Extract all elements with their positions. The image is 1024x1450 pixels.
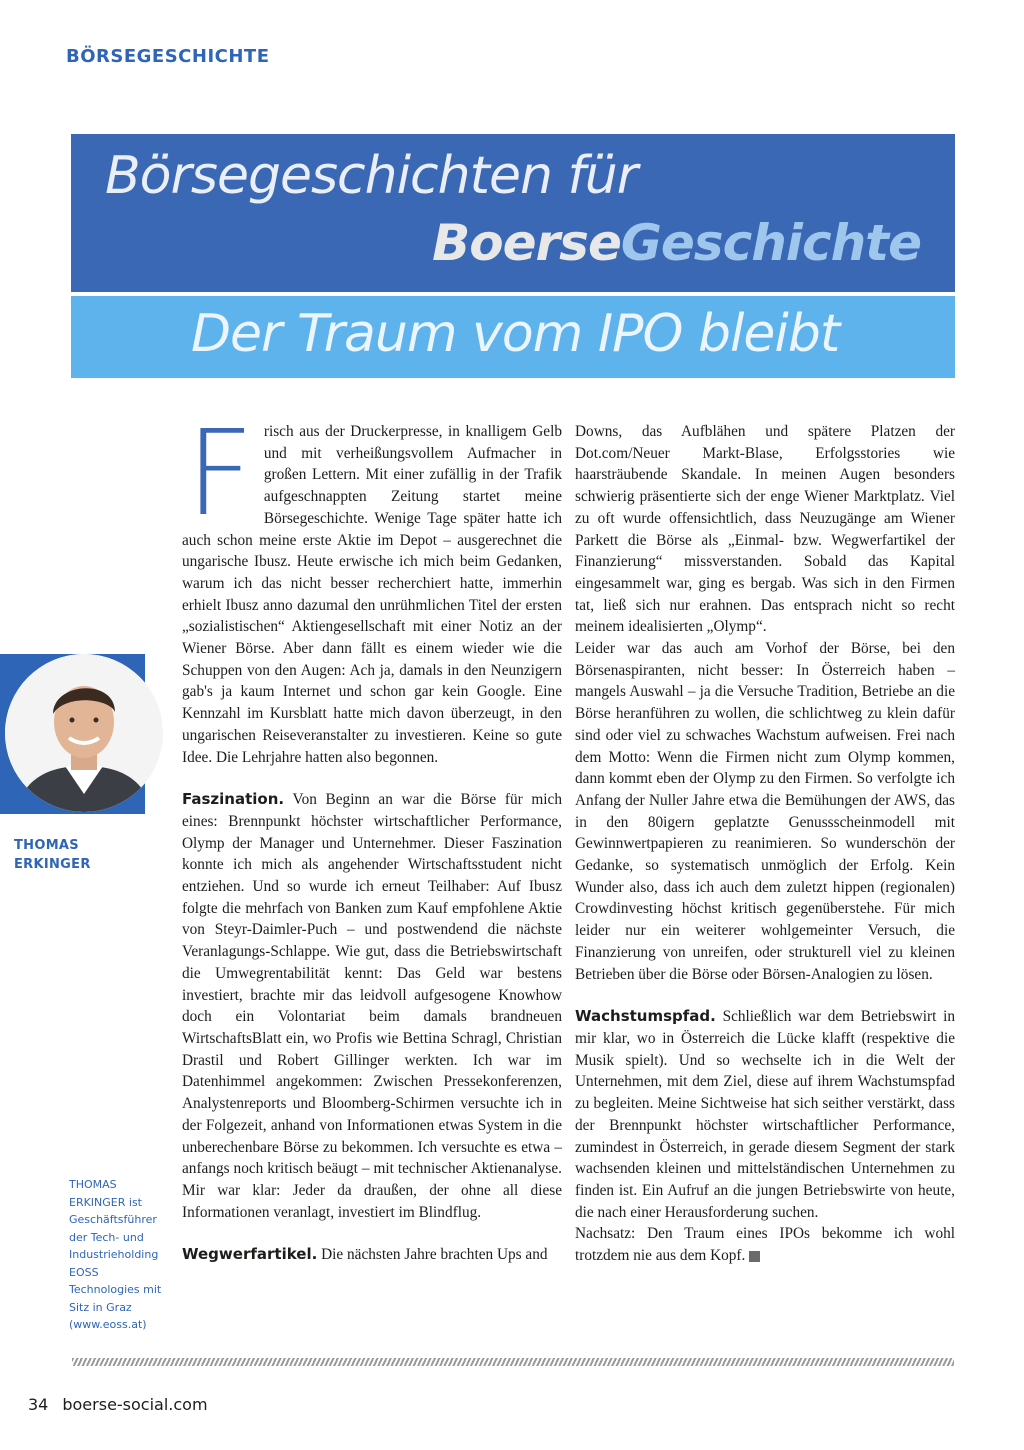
paragraph-text: Nachsatz: Den Traum eines IPOs bekomme ich wohl trotzdem nie aus dem Kopf. <box>575 1225 955 1265</box>
author-last-name: ERKINGER <box>14 857 91 872</box>
paragraph-text: Von Beginn an war die Börse für mich eines: Brennpunkt höchster wirtschaftlicher Performance, Olymp der Manager und Unternehmer. Dieser Faszination konnte ich mich als angehender Wirtschaftsstudent nicht entziehen. Und so wurde ich erneut Teilhaber: Auf Ibusz folgte die mehrfach von Banken zum Kauf empfohlene Aktie von Steyr-Daimler-Puch – und postwendend die nächste Veranlagungs-Schlappe. Wie gut, dass die Betriebswirtschaft die Umwegrentabilität kennt: Das Geld war bestens investiert, brachte mir das leidvoll aufgesogene Knowhow doch ein Volontariat beim damals brandneuen WirtschaftsBlatt ein, wo Profis wie Bettina Schragl, Christian Drastil und Robert Gillinger werkten. Ich war im Datenhimmel angekommen: Zwischen Pressekonferenzen, Analystenreports und Bloomberg-Schirmen versuchte ich in der Folgezeit, anhand von Informationen etwas System in die unberechenbare Börse zu bekommen. Ich versuchte es etwa – anfangs noch kritisch beäugt – mit technischer Aktienanalyse. Mir war klar: Jeder da draußen, der ohne all diese Informationen veranlagt, investiert im Blindflug. <box>182 791 562 1221</box>
page-footer <box>28 1395 208 1414</box>
subheading-wachstumspfad: Wachstumspfad. <box>575 1007 716 1026</box>
author-photo-block <box>0 654 145 814</box>
end-mark-icon <box>749 1251 760 1262</box>
author-first-name: THOMAS <box>14 838 79 853</box>
paragraph-wachstumspfad <box>575 1006 955 1223</box>
paragraph-text: Schließlich war dem Betriebswirt in mir klar, wo in Österreich die Lücke klafft (respektive die Musik spielt). Und so wechselte ich in die Welt der Unternehmen, mit dem Ziel, diese auf ihrem Wachstumspfad zu begleiten. Meine Sichtweise hat sich seither verstärkt, dass der Brennpunkt höchster wirtschaftlicher Performance, zumindest in Österreich, in gerade diesem Segment der stark wachsenden kleinen und mittelständischen Unternehmen zu finden ist. Ein Aufruf an die jungen Betriebswirte von heute, die nach einer Herausforderung suchen. <box>575 1008 956 1221</box>
subtitle-banner <box>71 296 955 378</box>
intro-text: risch aus der Druckerpresse, in knalligem Gelb und mit verheißungsvollem Aufmacher in großen Lettern. Mit einer zufällig in der Trafik aufgeschnappten Zeitung startet meine Börsegeschichte. Wenige Tage später hatte ich auch schon meine erste Aktie im Depot – ausgerechnet die ungarische Ibusz. Heute erwische ich mich beim Gedanken, warum ich das nicht besser recherchiert hatte, immerhin erhielt Ibusz anno dazumal den unrühmlichen Titel der ersten „sozialistischen“ Aktiengesellschaft mit einer Notiz an der Wiener Börse. Aber dann fällt es einem wieder wie die Schuppen von den Augen: Ach ja, damals in den Neunzigern gab's ja kaum Internet und schon gar kein Google. Eine Kennzahl im Kursblatt hatte mich davon überzeugt, in den ungarischen Reiseveranstalter zu investieren. Keine so gute Idee. Die Lehrjahre hatten also begonnen. <box>182 423 562 766</box>
paragraph-wegwerfartikel <box>182 1244 562 1266</box>
paragraph-text: Die nächsten Jahre brachten Ups and <box>321 1246 548 1264</box>
paragraph-continued: Downs, das Aufblähen und spätere Platzen der Dot.com/Neuer Markt-Blase, Erfolgsstories wie haarsträubende Skandale. In meinen Augen besonders schwierig präsentierte sich der enge Wiener Marktplatz. Viel zu oft wurde offensichtlich, dass Neuzugänge am Wiener Parkett die Börse als „Einmal- bzw. Wegwerfartikel der Finanzierung“ missverstanden. Sobald das Kapital eingesammelt war, ging es bergab. Was sich in den Firmen tat, ließ sich nur erahnen. Das entsprach nicht so recht meinem idealisierten „Olymp“. <box>575 423 955 636</box>
paragraph-vorhof: Leider war das auch am Vorhof der Börse, bei den Börsenaspiranten, nicht besser: In Österreich haben – mangels Auswahl – ja die Versuche Tradition, Betriebe an die Börse heranführen zu wollen, die schlichtweg zu klein dafür sind oder viel zu schwaches Wachstum aufweisen. Frei nach dem Motto: Wenn die Firmen nicht zum Olymp kommen, dann kommt eben der Olymp zu den Firmen. So verfolgte ich Anfang der Nuller Jahre etwa die Bemühungen der AWS, das in den 80igern geplatzte Genussscheinmodell mit Gewinnwertpapieren zu reanimieren. So wunderschön der Gedanke, so systematisch unmöglich der Erfolg. Kein Wunder also, dass ich auch dem zuletzt hippen (regionalen) Crowdinvesting höchst kritisch gegenüberstehe. Für mich leider nur ein weiterer wohlgemeinter Versuch, die Finanzierung von unreifen, oder strukturell viel zu kleinen Betrieben über die Börse oder Börsen-Analogien zu lösen. <box>575 640 955 983</box>
subheading-wegwerfartikel: Wegwerfartikel. <box>182 1245 318 1264</box>
article-column-right <box>575 421 955 1267</box>
author-name <box>14 836 91 874</box>
footer-site-url: boerse-social.com <box>62 1395 208 1414</box>
banner-title: Börsegeschichten für <box>105 146 638 206</box>
boersegeschichte-logo <box>432 214 921 272</box>
logo-word-boerse: Boerse <box>432 214 621 272</box>
dropcap: F <box>186 404 254 542</box>
page-number: 34 <box>28 1395 49 1414</box>
article-headline: Der Traum vom IPO bleibt <box>191 304 840 364</box>
author-bio: THOMAS ERKINGER ist Geschäftsführer der Tech- und Industrieholding EOSS Technologies mit Sitz in Graz (www.eoss.at) <box>69 1178 162 1331</box>
logo-word-geschichte: Geschichte <box>620 214 921 272</box>
subheading-faszination: Faszination. <box>182 790 285 809</box>
title-banner <box>71 134 955 292</box>
footer-divider <box>72 1358 954 1366</box>
author-photo <box>5 654 163 812</box>
paragraph-faszination <box>182 789 562 1223</box>
intro-paragraph <box>182 404 562 768</box>
section-label: BÖRSEGESCHICHTE <box>66 46 270 67</box>
article-column-left <box>182 404 562 1266</box>
paragraph-nachsatz <box>575 1223 955 1266</box>
author-portrait-icon <box>5 654 163 812</box>
